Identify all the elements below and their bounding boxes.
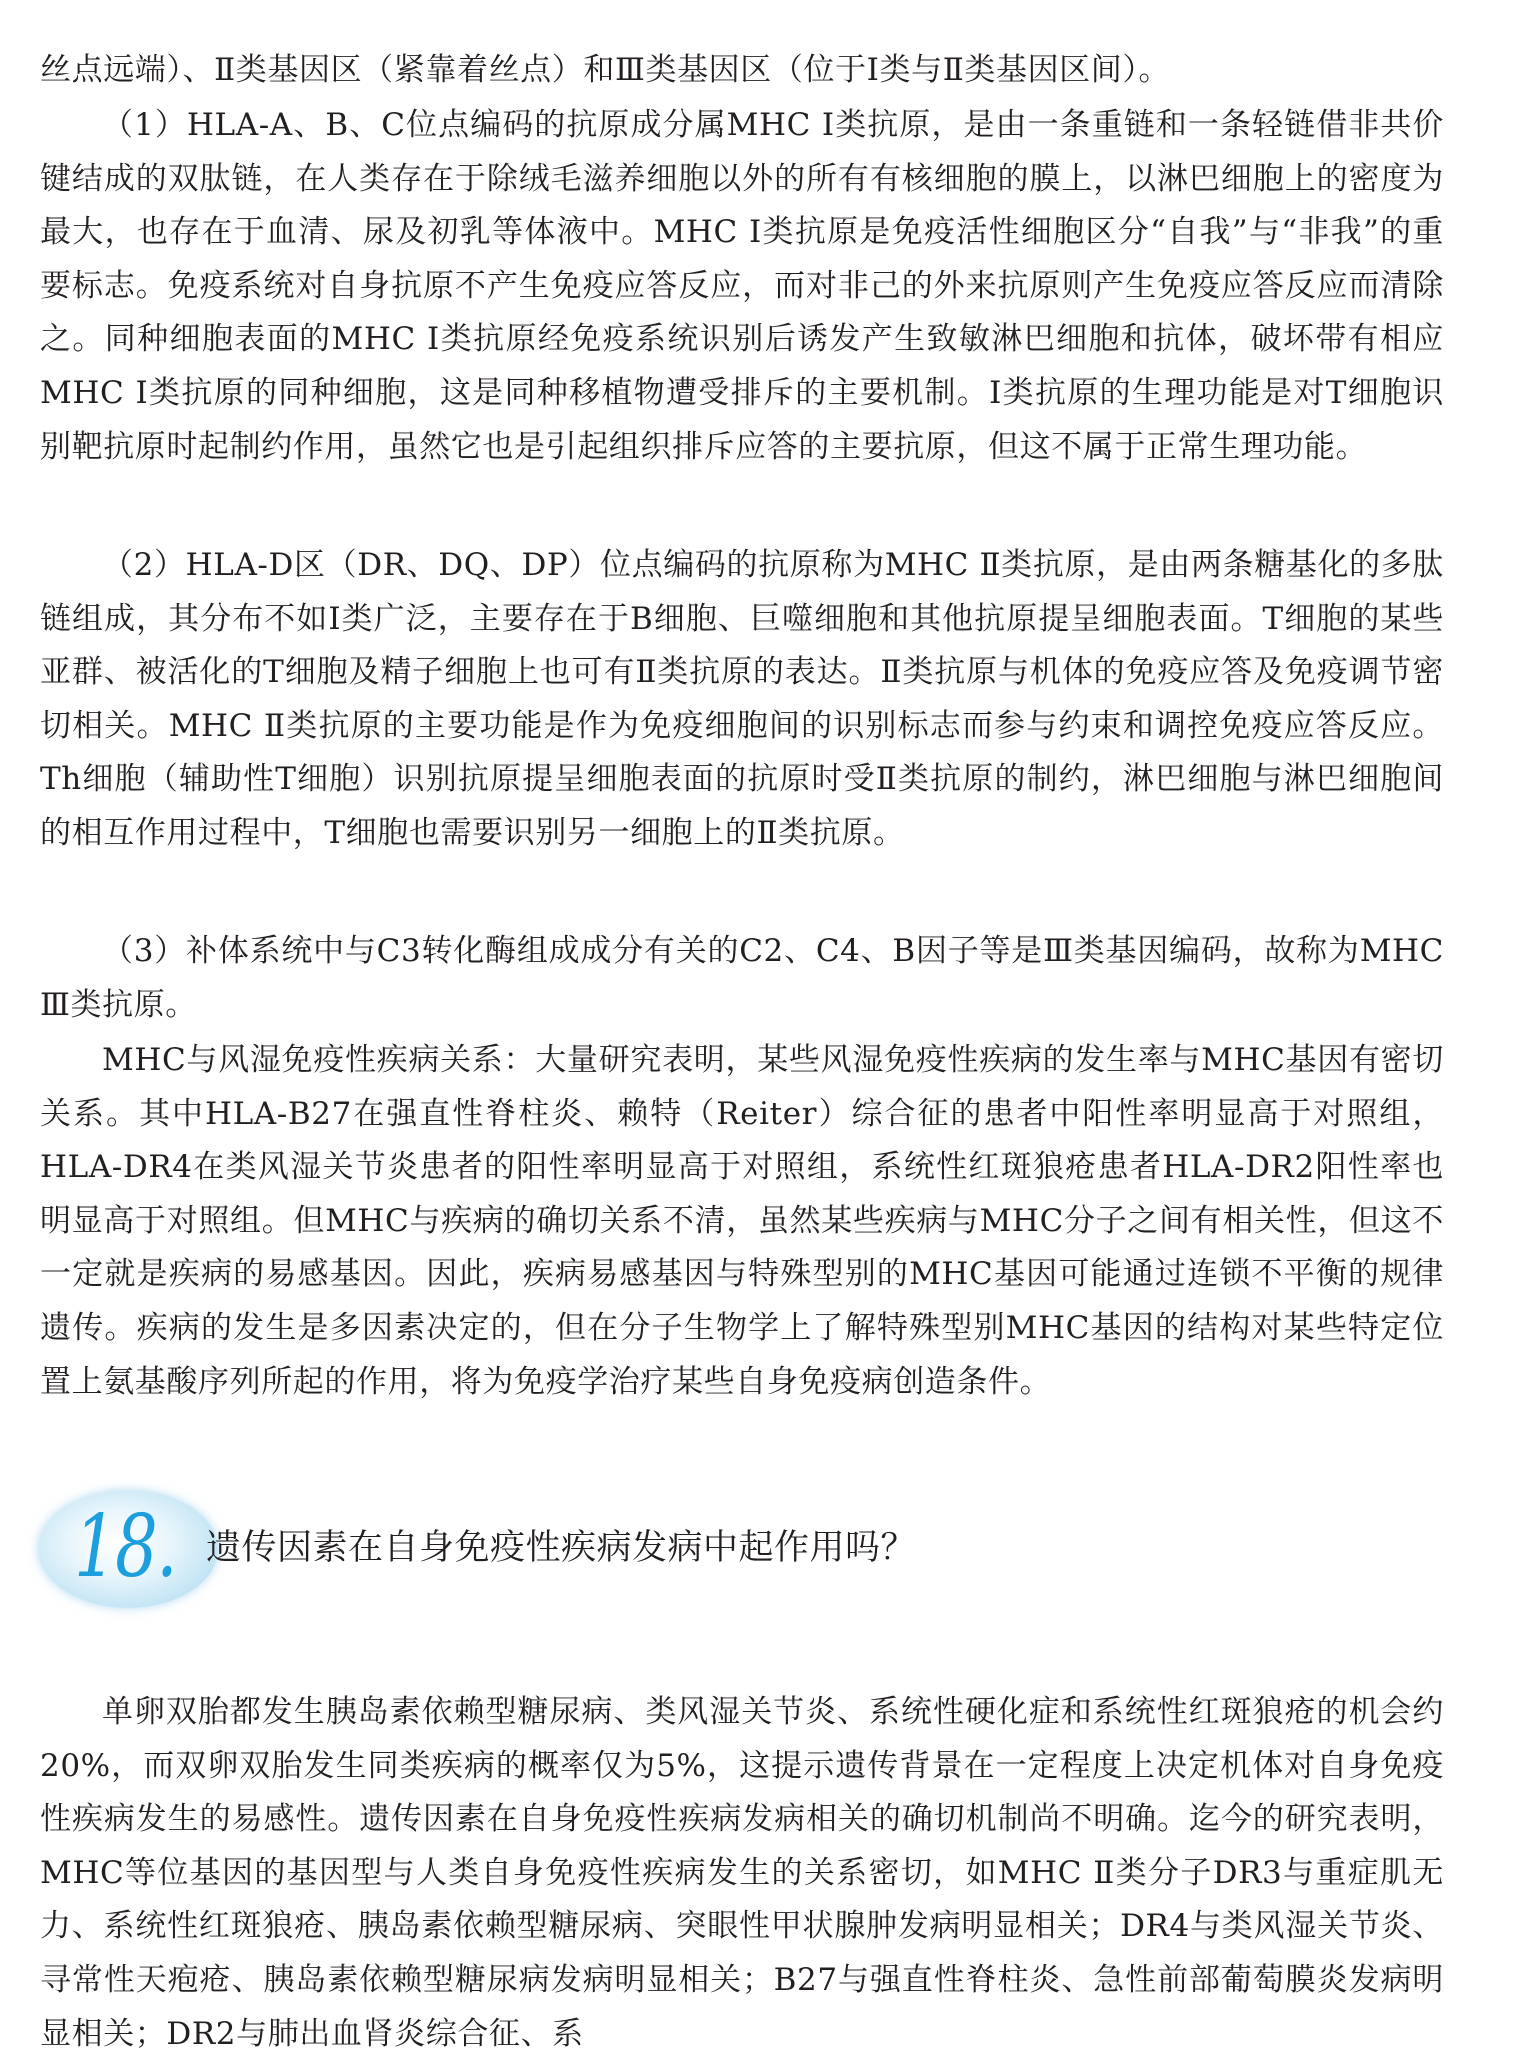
section-number: 18. [74,1497,177,1597]
paragraph-genetic-factors: 单卵双胎都发生胰岛素依赖型糖尿病、类风湿关节炎、系统性硬化症和系统性红斑狼疮的机会约20%，而双卵双胎发生同类疾病的概率仅为5%，这提示遗传背景在一定程度上决定机体对自身免疫性疾病发生的易感性。遗传因素在自身免疫性疾病发病相关的确切机制尚不明确。迄今的研究表明，MHC等位基因的基因型与人类自身免疫性疾病发生的关系密切，如MHC Ⅱ类分子DR3与重症肌无力、系统性红斑狼疮、胰岛素依赖型糖尿病、突眼性甲状腺肿发病明显相关；DR4与类风湿关节炎、寻常性天疱疮、胰岛素依赖型糖尿病发病明显相关；B27与强直性脊柱炎、急性前部葡萄膜炎发病明显相关；DR2与肺出血肾炎综合征、系 [40,1694,1444,2052]
paragraph-mhc-disease-relation: MHC与风湿免疫性疾病关系：大量研究表明，某些风湿免疫性疾病的发生率与MHC基因有密切关系。其中HLA-B27在强直性脊柱炎、赖特（Reiter）综合征的患者中阳性率明显高于对照组，HLA-DR4在类风湿关节炎患者的阳性率明显高于对照组，系统性红斑狼疮患者HLA-DR2阳性率也明显高于对照组。但MHC与疾病的确切关系不清，虽然某些疾病与MHC分子之间有相关性，但这不一定就是疾病的易感基因。因此，疾病易感基因与特殊型别的MHC基因可能通过连锁不平衡的规律遗传。疾病的发生是多因素决定的，但在分子生物学上了解特殊型别MHC基因的结构对某些特定位置上氨基酸序列所起的作用，将为免疫学治疗某些自身免疫病创造条件。 [40,1042,1444,1400]
paragraph-mhc-class-1: （1）HLA-A、B、C位点编码的抗原成分属MHC Ⅰ类抗原，是由一条重链和一条轻链借非共价键结成的双肽链，在人类存在于除绒毛滋养细胞以外的所有有核细胞的膜上，以淋巴细胞上的密度为最大，也存在于血清、尿及初乳等体液中。MHC Ⅰ类抗原是免疫活性细胞区分“自我”与“非我”的重要标志。免疫系统对自身抗原不产生免疫应答反应，而对非己的外来抗原则产生免疫应答反应而清除之。同种细胞表面的MHC Ⅰ类抗原经免疫系统识别后诱发产生致敏淋巴细胞和抗体，破坏带有相应MHC Ⅰ类抗原的同种细胞，这是同种移植物遭受排斥的主要机制。Ⅰ类抗原的生理功能是对T细胞识别靶抗原时起制约作用，虽然它也是引起组织排斥应答的主要抗原，但这不属于正常生理功能。 [40,107,1444,465]
section-heading [38,1480,1458,1620]
paragraph-mhc-class-3: （3）补体系统中与C3转化酶组成成分有关的C2、C4、B因子等是Ⅲ类基因编码，故称为MHC Ⅲ类抗原。 [40,933,1444,1023]
section-title: 遗传因素在自身免疫性疾病发病中起作用吗？ [206,1528,917,1568]
paragraph-mhc-class-2: （2）HLA-D区（DR、DQ、DP）位点编码的抗原称为MHC Ⅱ类抗原，是由两条糖基化的多肽链组成，其分布不如Ⅰ类广泛，主要存在于B细胞、巨噬细胞和其他抗原提呈细胞表面。T细胞的某些亚群、被活化的T细胞及精子细胞上也可有Ⅱ类抗原的表达。Ⅱ类抗原与机体的免疫应答及免疫调节密切相关。MHC Ⅱ类抗原的主要功能是作为免疫细胞间的识别标志而参与约束和调控免疫应答反应。Th细胞（辅助性T细胞）识别抗原提呈细胞表面的抗原时受Ⅱ类抗原的制约，淋巴细胞与淋巴细胞间的相互作用过程中，T细胞也需要识别另一细胞上的Ⅱ类抗原。 [40,547,1444,851]
section-number-badge [38,1480,228,1620]
paragraph-continuation: 丝点远端）、Ⅱ类基因区（紧靠着丝点）和Ⅲ类基因区（位于Ⅰ类与Ⅱ类基因区间）。 [40,52,1171,88]
